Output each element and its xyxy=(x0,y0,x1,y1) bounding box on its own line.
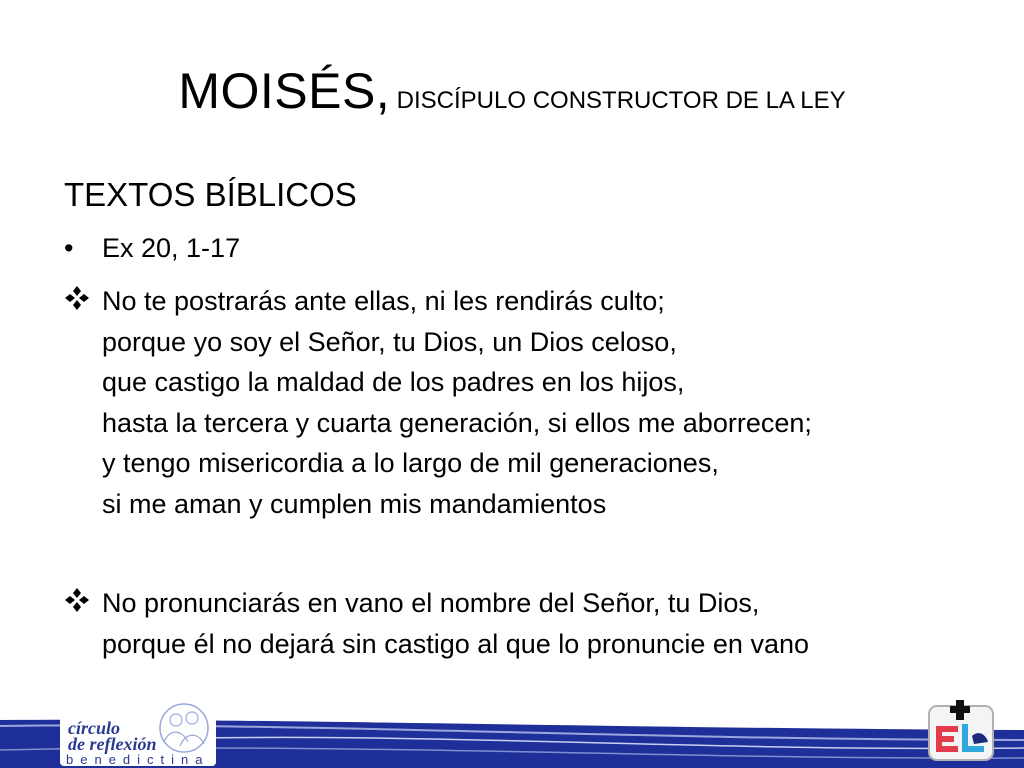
cross-book-logo-icon xyxy=(928,700,994,762)
title-subtitle: DISCÍPULO CONSTRUCTOR DE LA LEY xyxy=(396,87,846,114)
verse-line: No pronunciarás en vano el nombre del Señor, tu Dios, xyxy=(102,588,760,618)
title-main: MOISÉS, xyxy=(178,63,391,119)
circulo-reflexion-logo xyxy=(60,702,216,766)
four-diamond-icon xyxy=(64,285,90,311)
verse-line: porque él no dejará sin castigo al que lo pronuncie en vano xyxy=(102,628,809,659)
verse-lines xyxy=(102,281,812,524)
bullet-dot-icon: • xyxy=(64,233,74,263)
verse-line: porque yo soy el Señor, tu Dios, un Dios celoso, xyxy=(102,326,677,357)
verse-line: y tengo misericordia a lo largo de mil generaciones, xyxy=(102,448,719,478)
logo-line-2: de reflexión xyxy=(68,734,157,754)
four-diamond-icon xyxy=(64,587,90,613)
slide-title xyxy=(0,62,1024,120)
verse-line: No te postrarás ante ellas, ni les rendirás culto; xyxy=(102,286,665,316)
section-heading: TEXTOS BÍBLICOS xyxy=(64,176,357,213)
logo-line-3: benedictina xyxy=(66,752,210,767)
verse-lines xyxy=(102,583,809,664)
reference-text: Ex 20, 1-17 xyxy=(102,233,241,263)
verse-line: que castigo la maldad de los padres en los hijos, xyxy=(102,367,685,397)
verse-line: hasta la tercera y cuarta generación, si ellos me aborrecen; xyxy=(102,407,812,438)
logo-line-1: círculo xyxy=(68,718,120,738)
verse-line: si me aman y cumplen mis mandamientos xyxy=(102,488,607,519)
